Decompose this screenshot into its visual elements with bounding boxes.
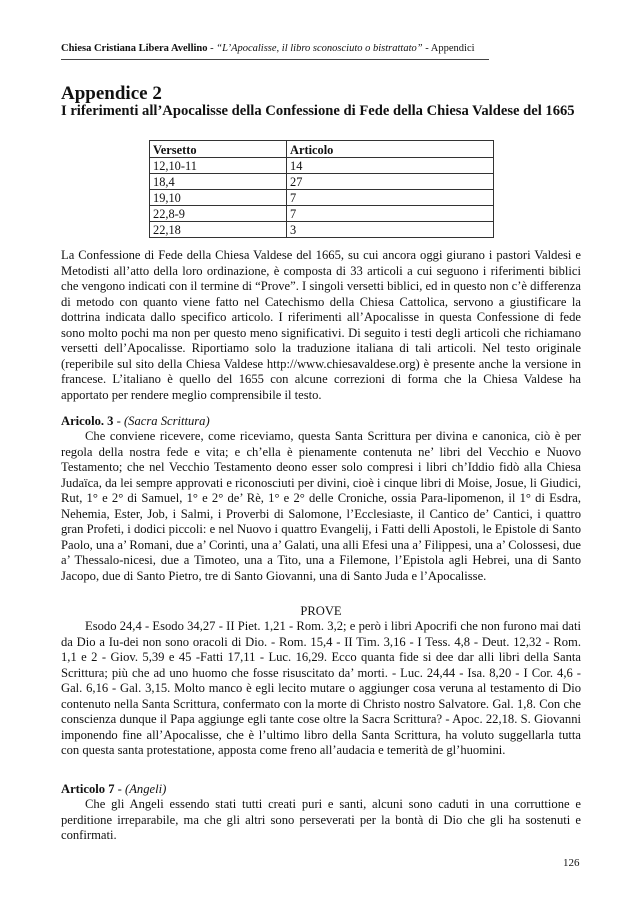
heading-dash: - bbox=[114, 782, 126, 796]
intro-paragraph: La Confessione di Fede della Chiesa Valdese del 1665, su cui ancora oggi giurano i pastori Valdesi e Metodisti all’atto della loro ordinazione, è composta di 33 articoli a cui seguono i riferimenti biblici che vengono indicati con il termine di “Prove”. I singoli versetti biblici, ed in questo non c’è differenza di metodo con quanto viene fatto nel Catechismo della Chiesa Cattolica, servono a giustificare la dottrina indicata dallo specifico articolo. I riferimenti all’Apocalisse in questa Confessione di fede sono molto pochi ma non per questo meno significativi. Di seguito i testi degli articoli che richiamano versetti dell’Apocalisse. Riportiamo solo la traduzione italiana di tali articoli. Nel testo originale (reperibile sul sito della Chiesa Valdese http://www.chiesavaldese.org) è presente anche la versione in francese. L’italiano è quello del 1655 con alcune correzioni di forma che la Chiesa Valdese ha apportato per rendere meglio comprensibile il testo. bbox=[61, 248, 581, 402]
table-row bbox=[150, 158, 494, 174]
cell-versetto: 12,10-11 bbox=[150, 158, 287, 174]
article-3-text: Che conviene ricevere, come riceviamo, questa Santa Scrittura per divina e canonica, ciò è per regola della nostra fede e vita; e ch’ella è pienamente contenuta ne’ libri del Vecchio e Nuovo Testamento; che nel Vecchio Testamento deono esser solo compresi i libri ch’Iddio fidò alla Chiesa Judaïca, da lei sempre approvati e riconosciuti per divini, cioè i cinque libri di Moise, Josue, li Giudici, Rut, 1° e 2° di Samuel, 1° e 2° de’ Rè, 1° e 2° delle Croniche, ossia Para-lipomenon, il 1° di Esdra, Nehemia, Ester, Job, i Salmi, i Proverbi di Salomone, l’Ecclesiaste, il Cantico de’ Cantici, i quattro gran Profeti, i dodici piccoli: e nel Nuovo i quattro Evangelij, i Fatti delli Apostoli, le Epistole di Santo Paolo, una a’ Romani, due a’ Corinti, una a’ Galati, una alli Efesi una a’ Filippesi, una a’ Colossesi, due a’ Thessalo-nicesi, due a Timoteo, una a Tito, una a Filemone, l’Epistola agli Hebrei, una di Santo Jacopo, due di Santo Pietro, tre di Santo Giovanni, una di Santo Juda e l’Apocalisse. bbox=[61, 429, 581, 583]
column-header-versetto: Versetto bbox=[150, 141, 287, 158]
page-number: 126 bbox=[563, 857, 580, 869]
article-3-label: Aricolo. 3 bbox=[61, 414, 114, 428]
article-7-heading bbox=[61, 782, 166, 797]
article-3-heading bbox=[61, 414, 210, 429]
appendix-title: Appendice 2 bbox=[61, 83, 162, 104]
cell-versetto: 18,4 bbox=[150, 174, 287, 190]
header-separator: - bbox=[422, 43, 431, 54]
table-row bbox=[150, 206, 494, 222]
header-rule bbox=[61, 59, 489, 60]
header-section: Appendici bbox=[430, 43, 475, 54]
header-org: Chiesa Cristiana Libera Avellino bbox=[61, 43, 208, 54]
header-separator: - bbox=[207, 43, 217, 54]
cell-articolo: 14 bbox=[287, 158, 494, 174]
prove-title: PROVE bbox=[300, 604, 342, 618]
cell-articolo: 3 bbox=[287, 222, 494, 238]
cell-articolo: 27 bbox=[287, 174, 494, 190]
header-book-title: “L’Apocalisse, il libro sconosciuto o bistrattato” bbox=[216, 43, 423, 54]
cell-versetto: 19,10 bbox=[150, 190, 287, 206]
cell-articolo: 7 bbox=[287, 206, 494, 222]
cell-versetto: 22,8-9 bbox=[150, 206, 287, 222]
table-header-row bbox=[150, 141, 494, 158]
article-7-text: Che gli Angeli essendo stati tutti creati puri e santi, alcuni sono caduti in una corruttione e perditione irreparabile, ma che gli altri sono perseverati per la bontà di Dio che gli ha sostenuti e confirmati. bbox=[61, 797, 581, 842]
cell-articolo: 7 bbox=[287, 190, 494, 206]
article-3-topic: (Sacra Scrittura) bbox=[123, 414, 210, 428]
table-row bbox=[150, 222, 494, 238]
table-row bbox=[150, 174, 494, 190]
running-header bbox=[61, 42, 581, 55]
article-7-topic: (Angeli) bbox=[125, 782, 167, 796]
heading-dash: - bbox=[113, 414, 124, 428]
references-table bbox=[149, 140, 494, 238]
table-row bbox=[150, 190, 494, 206]
article-7-label: Articolo 7 bbox=[61, 782, 115, 796]
column-header-articolo: Articolo bbox=[287, 141, 494, 158]
prove-text: Esodo 24,4 - Esodo 34,27 - II Piet. 1,21 - Rom. 3,2; e però i libri Apocrifi che non furono mai dati da Dio a Iu-dei non sono oracoli di Dio. - Rom. 15,4 - II Tim. 3,16 - I Tess. 4,8 - Deut. 12,32 - Rom. 1,1 e 2 - Giov. 5,39 e 45 -Fatti 17,11 - Luc. 16,29. Ecco quanta fide si dee dar alli libri della Santa Scrittura; più che ad uno huomo che fosse risuscitato da’ morti. - Luc. 24,44 - Isa. 8,20 - I Cor. 4,6 - Gal. 6,16 - Gal. 3,15. Molto manco è egli lecito mutare o aggiunger cosa veruna al testamento di Dio contenuto nella Santa Scrittura, confermato con la morte di Christo nostro Salvatore. Gal. 1,8. Con che conscienza dunque il Papa aggiunge egli tante cose oltre la Sacra Scrittura? - Apoc. 22,18. S. Giovanni imponendo fine all’Apocalisse, che è l’ultimo libro della Santa Scrittura, ha voluto suggellarla tutta con questa santa protestatione, apposta come freno all’audacia e temerità de gl’huomini. bbox=[61, 619, 581, 757]
cell-versetto: 22,18 bbox=[150, 222, 287, 238]
appendix-subtitle: I riferimenti all’Apocalisse della Confessione di Fede della Chiesa Valdese del 1665 bbox=[61, 103, 575, 119]
